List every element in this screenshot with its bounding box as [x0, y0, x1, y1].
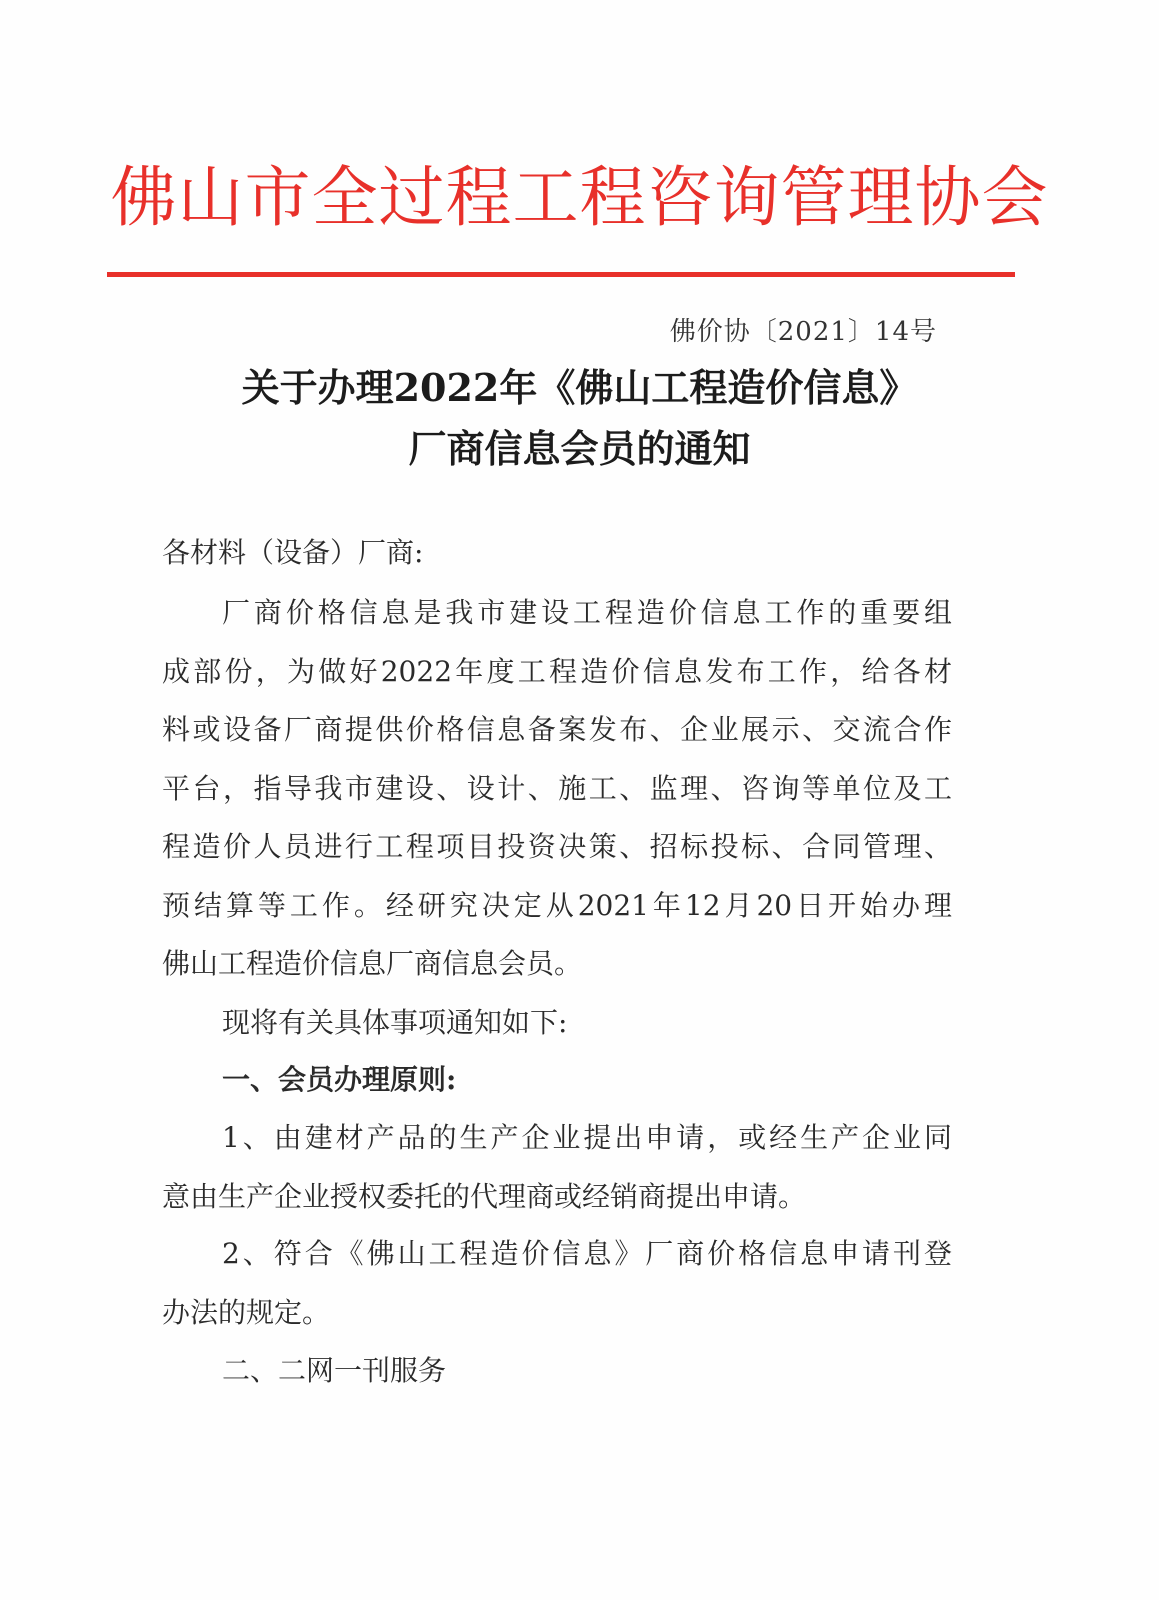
intro-line: 预结算等工作。经研究决定从2021年12月20日开始办理 — [162, 888, 952, 922]
red-divider-rule — [107, 272, 1015, 277]
item-1-line: 1、由建材产品的生产企业提出申请，或经生产企业同 — [222, 1121, 952, 1154]
section-1-heading-text: 一、会员办理原则: — [222, 1063, 457, 1096]
section-1-heading — [162, 1051, 952, 1110]
item-2-paragraph — [162, 1225, 952, 1342]
item-1-paragraph — [162, 1109, 952, 1226]
intro-paragraph — [162, 584, 952, 994]
notice-intro-paragraph — [162, 994, 952, 1053]
document-number: 佛价协〔2021〕14号 — [669, 317, 937, 347]
section-2-heading — [162, 1342, 952, 1401]
title-line-2: 厂商信息会员的通知 — [408, 426, 751, 471]
item-1-line: 意由生产企业授权委托的代理商或经销商提出申请。 — [162, 1179, 807, 1213]
intro-line: 厂商价格信息是我市建设工程造价信息工作的重要组 — [222, 596, 952, 629]
notice-intro-line: 现将有关具体事项通知如下: — [222, 1006, 568, 1039]
intro-line: 程造价人员进行工程项目投资决策、招标投标、合同管理、 — [162, 830, 952, 863]
title-line-1: 关于办理2022年《佛山工程造价信息》 — [241, 365, 918, 410]
intro-line: 佛山工程造价信息厂商信息会员。 — [162, 947, 583, 980]
organization-header: 佛山市全过程工程咨询管理协会 — [110, 159, 1049, 236]
intro-line: 成部份，为做好2022年度工程造价信息发布工作，给各材 — [162, 654, 952, 688]
item-2-line: 办法的规定。 — [162, 1295, 331, 1329]
section-2-heading-text: 二、二网一刊服务 — [222, 1354, 447, 1387]
salutation: 各材料（设备）厂商: — [162, 536, 424, 569]
intro-line: 料或设备厂商提供价格信息备案发布、企业展示、交流合作 — [162, 713, 952, 746]
intro-line: 平台，指导我市建设、设计、施工、监理、咨询等单位及工 — [162, 771, 952, 805]
item-2-line: 2、符合《佛山工程造价信息》厂商价格信息申请刊登 — [222, 1237, 952, 1270]
